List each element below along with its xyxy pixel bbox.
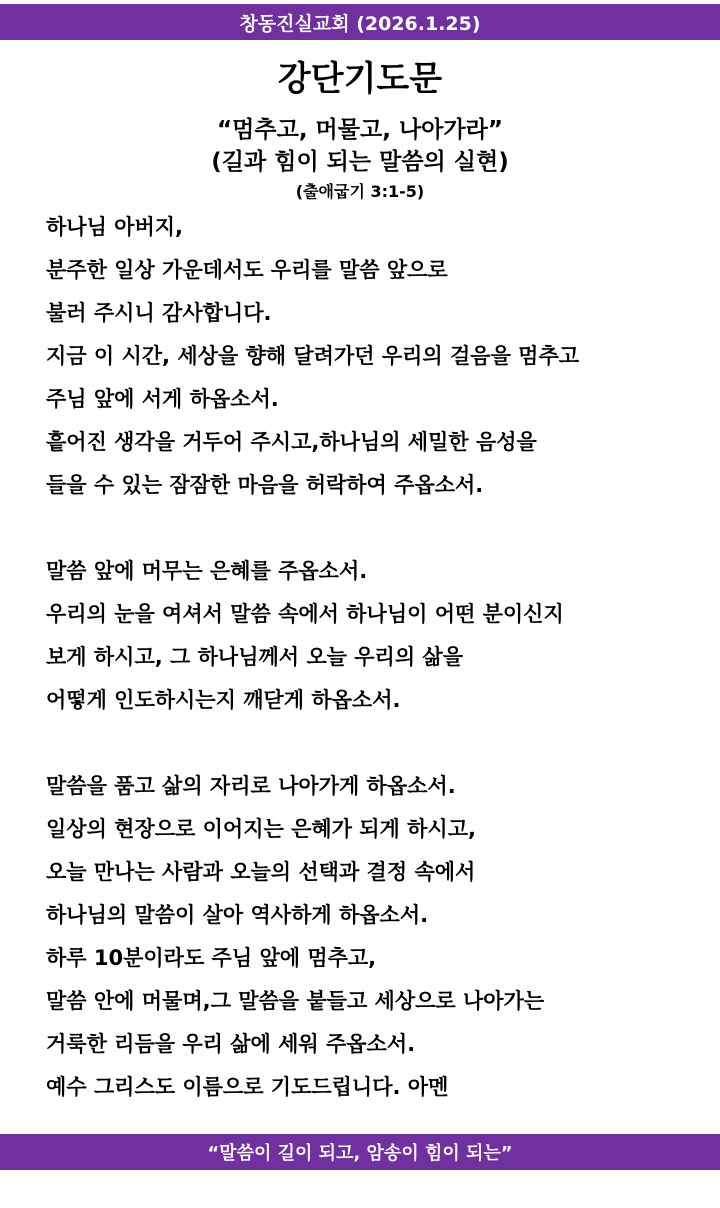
prayer-line: 하루 10분이라도 주님 앞에 멈추고, [46, 946, 377, 970]
prayer-line: 흩어진 생각을 거두어 주시고,하나님의 세밀한 음성을 [46, 430, 537, 454]
prayer-line: 오늘 만나는 사람과 오늘의 선택과 결정 속에서 [46, 860, 476, 884]
header-banner [0, 4, 720, 40]
prayer-line: 우리의 눈을 여셔서 말씀 속에서 하나님이 어떤 분이신지 [46, 602, 564, 626]
church-name-date: 창동진실교회 (2026.1.25) [239, 12, 481, 35]
prayer-line: 지금 이 시간, 세상을 향해 달려가던 우리의 걸음을 멈추고 [46, 344, 580, 368]
footer-motto: “말씀이 길이 되고, 암송이 힘이 되는” [207, 1143, 513, 1164]
sermon-theme: “멈추고, 머물고, 나아가라” [217, 117, 503, 143]
prayer-line: 보게 하시고, 그 하나님께서 오늘 우리의 삶을 [46, 645, 463, 669]
footer-banner [0, 1134, 720, 1170]
prayer-line: 말씀 앞에 머무는 은혜를 주옵소서. [46, 559, 368, 583]
paragraph-spacer [46, 722, 706, 765]
prayer-line: 주님 앞에 서게 하옵소서. [46, 387, 279, 411]
prayer-line: 분주한 일상 가운데서도 우리를 말씀 앞으로 [46, 258, 448, 282]
sermon-description: (길과 힘이 되는 말씀의 실현) [211, 149, 509, 175]
scripture-reference: (출애굽기 3:1-5) [295, 182, 425, 201]
paragraph-spacer [46, 507, 706, 550]
prayer-line: 거룩한 리듬을 우리 삶에 세워 주옵소서. [46, 1032, 416, 1056]
prayer-line: 예수 그리스도 이름으로 기도드립니다. 아멘 [46, 1075, 449, 1099]
prayer-line: 어떻게 인도하시는지 깨닫게 하옵소서. [46, 688, 401, 712]
prayer-body [46, 206, 706, 1109]
prayer-line: 하나님 아버지, [46, 215, 184, 239]
page-title: 강단기도문 [277, 59, 443, 99]
prayer-line: 말씀을 품고 삶의 자리로 나아가게 하옵소서. [46, 774, 456, 798]
prayer-line: 들을 수 있는 잠잠한 마음을 허락하여 주옵소서. [46, 473, 484, 497]
prayer-line: 말씀 안에 머물며,그 말씀을 붙들고 세상으로 나아가는 [46, 989, 545, 1013]
prayer-line: 하나님의 말씀이 살아 역사하게 하옵소서. [46, 903, 429, 927]
prayer-line: 불러 주시니 감사합니다. [46, 301, 272, 325]
prayer-line: 일상의 현장으로 이어지는 은혜가 되게 하시고, [46, 817, 476, 841]
